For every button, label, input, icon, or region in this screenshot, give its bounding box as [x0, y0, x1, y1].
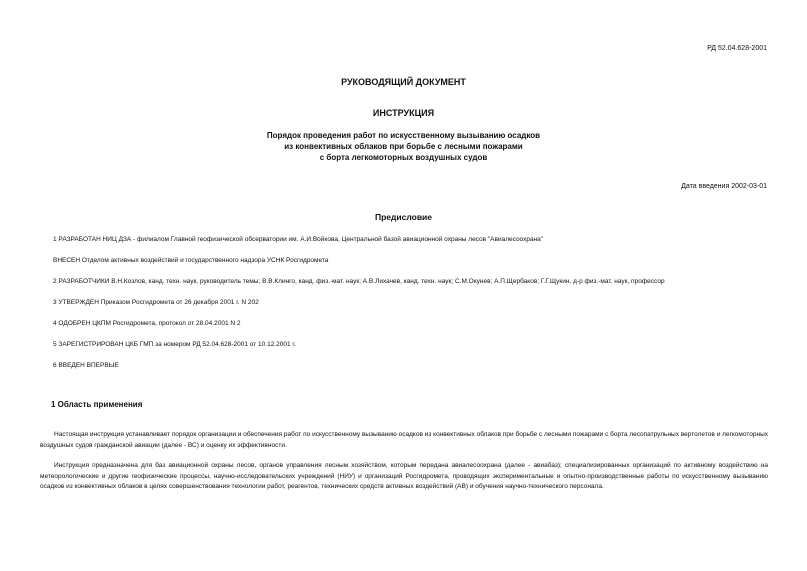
section-paragraph: Настоящая инструкция устанавливает порядок организации и обеспечения работ по искусственному вызыванию осадков из конвективных облаков при борьбе с лесными пожарами с борта лесопатрульных вертолетов и легкомоторных воздушных судов гражданской авиации (далее - ВС) и оценку их эффективности. [40, 431, 768, 449]
preface-list [53, 235, 773, 382]
document-title-line: Порядок проведения работ по искусственному вызыванию осадков [266, 131, 541, 140]
preface-item: 1 РАЗРАБОТАН НИЦ ДЗА - филиалом Главной геофизической обсерватории им. А.И.Войкова, Центральной базой авиационной охраны лесов "Авиалесоохрана" [53, 236, 544, 243]
document-title-line: с борта легкомоторных воздушных судов [319, 153, 488, 162]
preface-item: 2 РАЗРАБОТЧИКИ В.Н.Козлов, канд. техн. наук, руководитель темы; В.В.Клинго, канд. физ.-мат. наук; А.В.Лихачев, канд. техн. наук; С.М.Окунев; А.П.Щербаков; Г.Г.Щукин, д-р физ.-мат. наук, профессор [53, 278, 665, 285]
section-paragraph: Инструкция предназначена для баз авиационной охраны лесов, органов управления лесным хозяйством, которым передана авиалесоохрана (далее - авиабаз); специализированных организаций по активному воздействию на метеорологические и другие геофизические процессы, научно-исследовательских учреждений (НИУ) и организаций Росгидромета, проводящих экспериментальные и опытно-производственные работы по искусственному вызыванию осадков из конвективных облаков в целях совершенствования технологии работ, реагентов, технических средств активных воздействий (АВ) и обучения научно-технического персонала. [40, 462, 768, 490]
preface-item: 4 ОДОБРЕН ЦКПМ Росгидромета, протокол от 28.04.2001 N 2 [53, 320, 241, 327]
preface-item: 5 ЗАРЕГИСТРИРОВАН ЦКБ ГМП за номером РД 52.04.628-2001 от 10.12.2001 г. [53, 341, 296, 348]
document-type: ИНСТРУКЦИЯ [372, 108, 435, 118]
document-code: РД 52.04.628-2001 [707, 45, 767, 52]
section-heading: 1 Область применения [51, 400, 143, 409]
preface-item: ВНЕСЕН Отделом активных воздействий и государственного надзора УСНК Росгидромета [53, 257, 329, 264]
preface-item: 3 УТВЕРЖДЕН Приказом Росгидромета от 26 декабря 2001 г. N 202 [53, 299, 259, 306]
introduction-date: Дата введения 2002-03-01 [681, 183, 767, 190]
preface-heading: Предисловие [374, 212, 433, 222]
document-kind: РУКОВОДЯЩИЙ ДОКУМЕНТ [341, 77, 466, 87]
preface-item: 6 ВВЕДЕН ВПЕРВЫЕ [53, 362, 119, 369]
document-title-line: из конвективных облаков при борьбе с лесными пожарами [284, 142, 523, 151]
document-title [0, 130, 807, 163]
